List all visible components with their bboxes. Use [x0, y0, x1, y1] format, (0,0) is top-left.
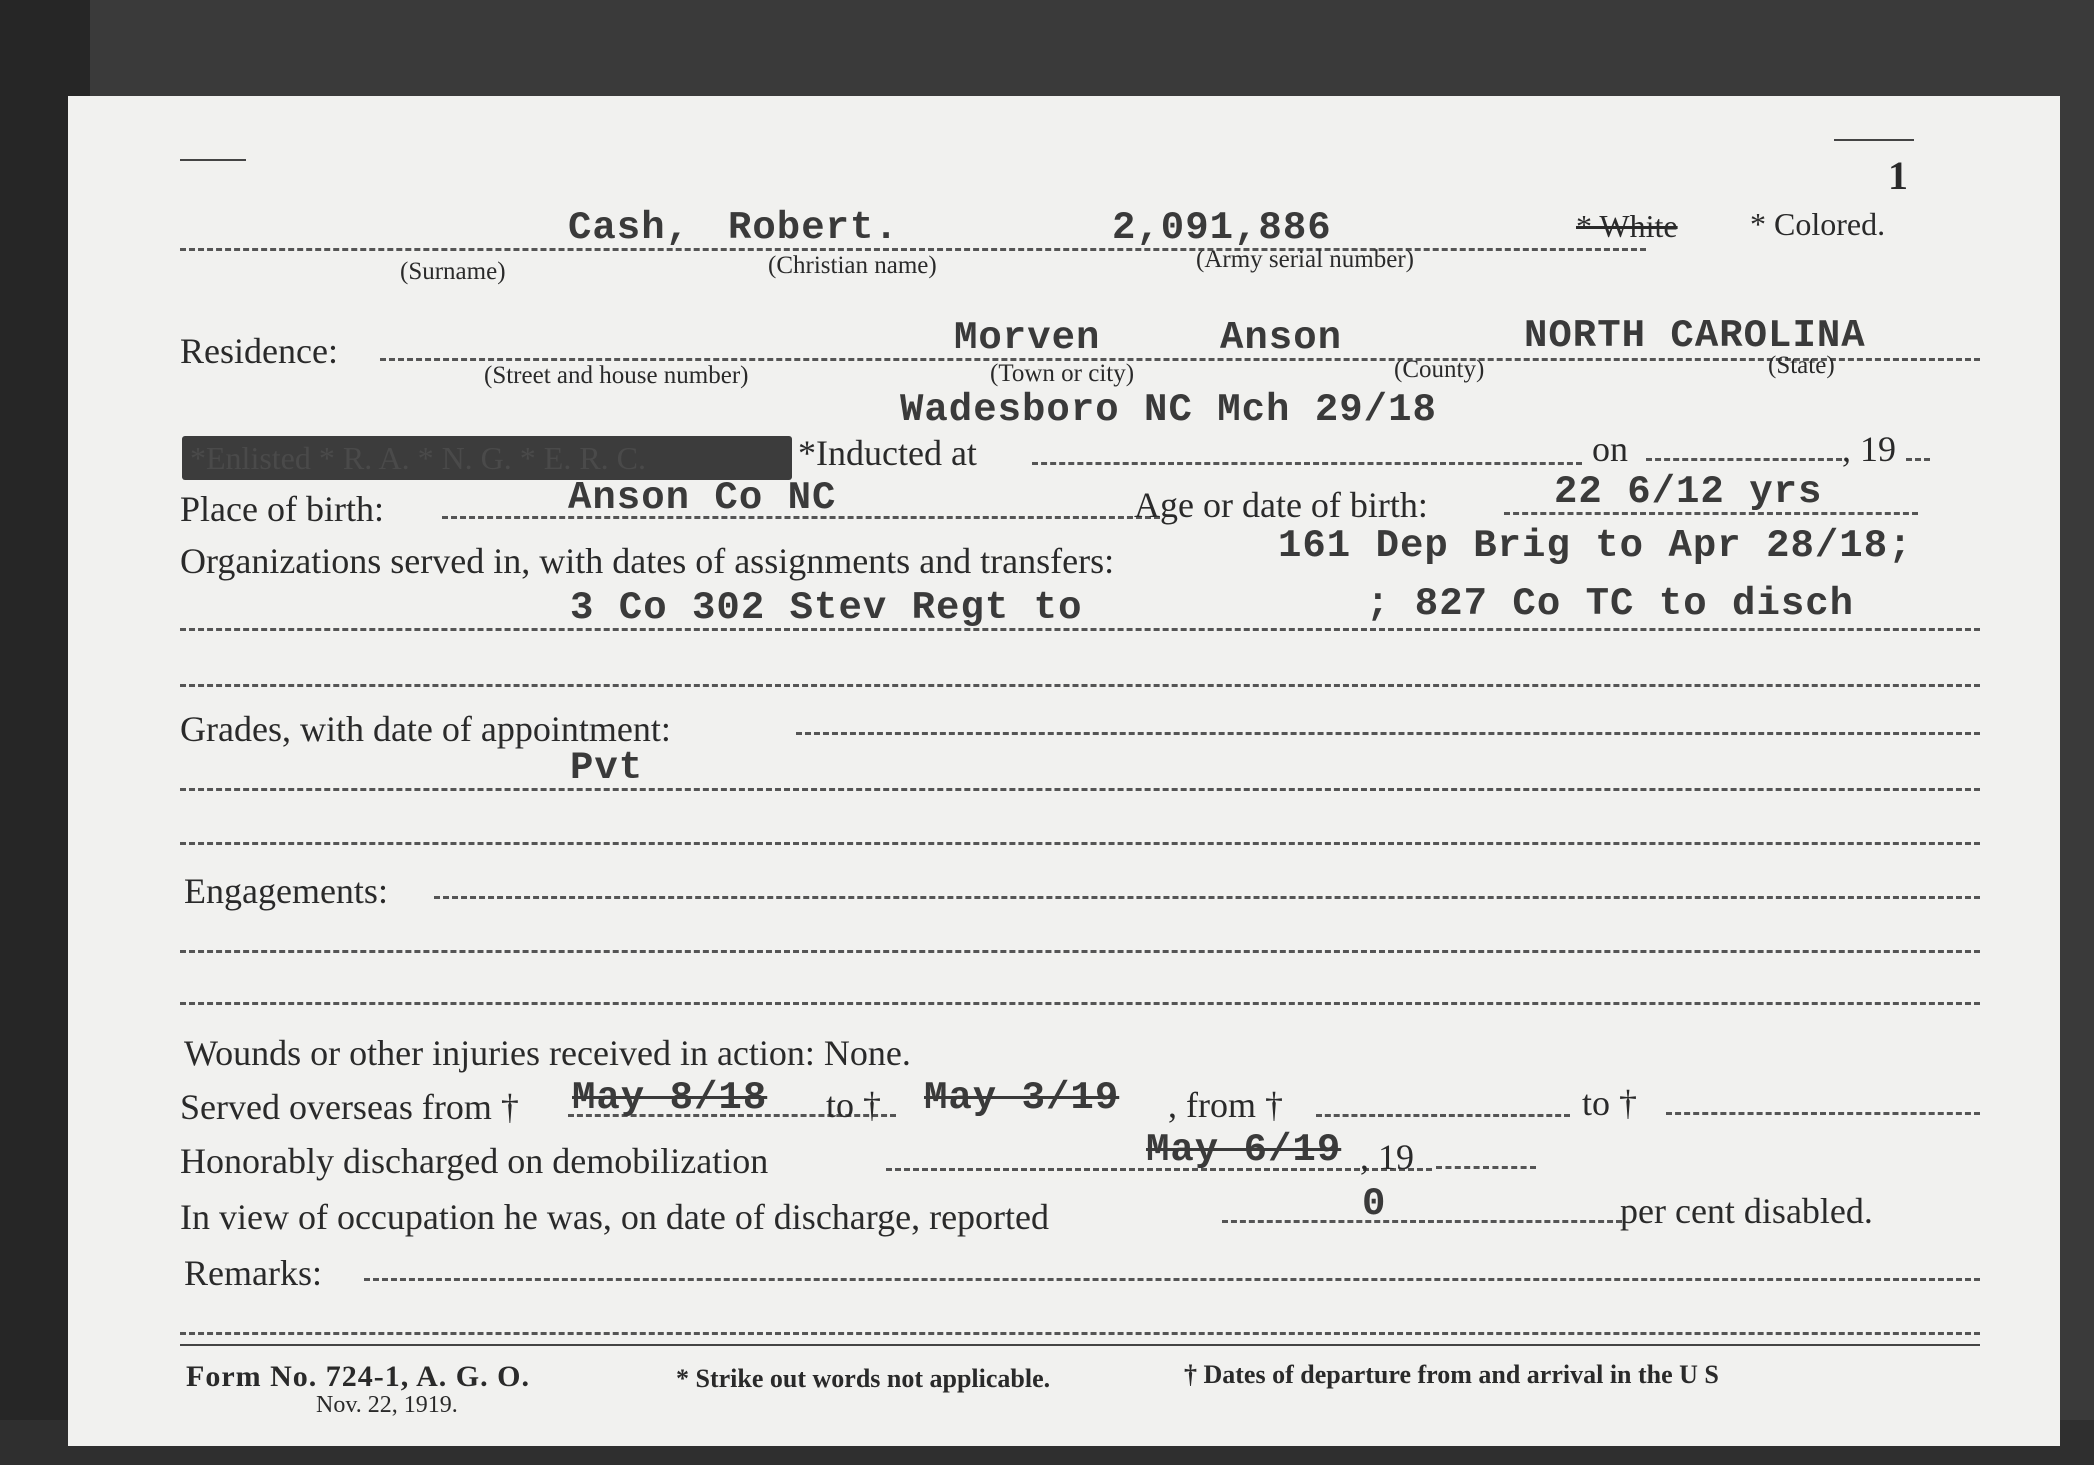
top-right-mark [1834, 139, 1914, 141]
strike-out-note: * Strike out words not applicable. [676, 1364, 1051, 1393]
serial-number-caption: (Army serial number) [1196, 246, 1414, 273]
residence-line [380, 358, 1980, 361]
on-label: on [1592, 429, 1628, 469]
redacted-enlisted-text: *Enlisted * R. A. * N. G. * E. R. C. [190, 440, 647, 476]
inducted-year-line [1906, 458, 1930, 461]
surname-caption: (Surname) [400, 258, 506, 285]
wounds-label: Wounds or other injuries received in action: None. [184, 1033, 911, 1073]
discharge-year-line [1436, 1166, 1536, 1169]
name-line [180, 248, 1646, 251]
page-number: 1 [1888, 153, 1908, 198]
organizations-label: Organizations served in, with dates of assignments and transfers: [180, 541, 1115, 581]
town-value: Morven [954, 316, 1101, 360]
overseas-to-value: May 3/19 [924, 1076, 1120, 1120]
grades-line2 [180, 788, 1980, 791]
disability-line [1222, 1220, 1622, 1223]
county-value: Anson [1220, 316, 1343, 360]
remarks-label: Remarks: [184, 1253, 322, 1293]
town-caption: (Town or city) [990, 360, 1135, 387]
remarks-line2 [180, 1332, 1980, 1335]
on-line [1646, 458, 1842, 461]
place-of-birth-value: Anson Co NC [568, 476, 837, 520]
top-left-mark [180, 159, 246, 161]
christian-name-caption: (Christian name) [768, 252, 937, 279]
grades-line1 [796, 732, 1980, 735]
inducted-label: *Inducted at [798, 433, 977, 473]
organizations-line2a: 3 Co 302 Stev Regt to [570, 586, 1083, 630]
grades-line3 [180, 842, 1980, 845]
discharge-year-label: , 19 [1360, 1137, 1414, 1177]
inducted-value: Wadesboro NC Mch 29/18 [900, 388, 1437, 432]
overseas-label: Served overseas from † [180, 1087, 519, 1127]
footer-rule [180, 1344, 1980, 1346]
serial-number-value: 2,091,886 [1112, 206, 1332, 250]
dates-note: † Dates of departure from and arrival in the U S [1184, 1360, 1719, 1389]
engagements-line2 [180, 950, 1980, 953]
discharge-label: Honorably discharged on demobilization [180, 1141, 769, 1181]
grade-value: Pvt [570, 746, 644, 790]
age-label: Age or date of birth: [1134, 485, 1428, 525]
street-caption: (Street and house number) [484, 362, 749, 389]
overseas-to2-label: to † [1582, 1083, 1638, 1123]
state-caption: (State) [1768, 352, 1835, 379]
residence-label: Residence: [180, 331, 338, 371]
form-date: Nov. 22, 1919. [316, 1392, 458, 1418]
overseas-from2-line [1316, 1114, 1570, 1117]
disability-value: 0 [1362, 1182, 1387, 1226]
grades-label: Grades, with date of appointment: [180, 709, 671, 749]
organizations-line2b: ; 827 Co TC to disch [1366, 582, 1855, 626]
place-of-birth-label: Place of birth: [180, 489, 384, 529]
overseas-to-label: to † [826, 1085, 882, 1125]
colored-option: * Colored. [1750, 206, 1886, 242]
organizations-line1: 161 Dep Brig to Apr 28/18; [1278, 524, 1913, 568]
discharge-value: May 6/19 [1146, 1128, 1342, 1172]
white-option: * White [1576, 208, 1678, 244]
overseas-from2-label: , from † [1168, 1085, 1283, 1125]
state-value: NORTH CAROLINA [1524, 314, 1866, 358]
engagements-line1 [434, 896, 1980, 899]
overseas-from-value: May 8/18 [572, 1076, 768, 1120]
county-caption: (County) [1394, 356, 1485, 383]
remarks-line1 [364, 1278, 1980, 1281]
inducted-year-label: , 19 [1842, 429, 1896, 469]
engagements-label: Engagements: [184, 871, 388, 911]
christian-name-value: Robert. [728, 206, 899, 250]
record-card [68, 96, 2060, 1446]
organizations-line3 [180, 684, 1980, 687]
inducted-line [1032, 462, 1582, 465]
disability-label: In view of occupation he was, on date of discharge, reported [180, 1197, 1050, 1237]
disability-suffix: per cent disabled. [1620, 1191, 1873, 1231]
age-value: 22 6/12 yrs [1554, 470, 1823, 514]
surname-value: Cash, [568, 206, 691, 250]
engagements-line3 [180, 1002, 1980, 1005]
form-number: Form No. 724-1, A. G. O. [186, 1360, 530, 1393]
overseas-to2-line [1666, 1112, 1980, 1115]
redaction-block [182, 436, 792, 480]
